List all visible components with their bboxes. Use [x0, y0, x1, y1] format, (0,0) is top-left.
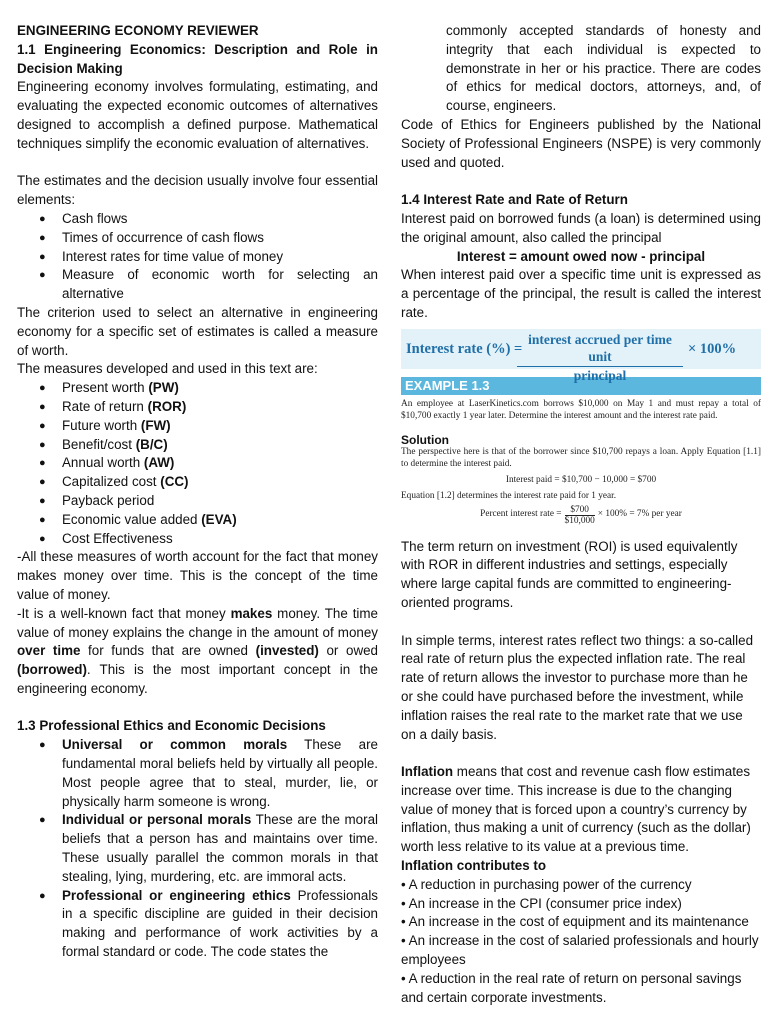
- formula-fraction: [517, 331, 683, 384]
- list-item: ● Present worth (PW): [17, 379, 378, 398]
- list-item: ● Universal or common morals These are fundamental moral beliefs held by virtually all people. Most people agree that to steal, murder, lie, or physically harm someone is wrong.: [17, 736, 378, 811]
- inflation-contributes-heading: Inflation contributes to: [401, 858, 547, 874]
- simple-terms-paragraph: In simple terms, interest rates reflect two things: a so-called real rate of return plus the expected inflation rate. The real rate of return allows the investor to purchase more than he or she could have purchased before the investment, while inflation raises the real rate to the market rate that we use on a daily basis.: [401, 632, 754, 742]
- left-column: [17, 22, 378, 962]
- formula-denominator: principal: [573, 367, 627, 383]
- nspe-paragraph: Code of Ethics for Engineers published by the National Society of Professional Engineers (NSPE) is very commonly used and quoted.: [401, 116, 761, 170]
- list-item: ● Rate of return (ROR): [17, 398, 378, 417]
- ethics-continuation: commonly accepted standards of honesty and integrity that each individual is expected to demonstrate in her or his practice. There are codes of ethics for medical doctors, attorneys, and, of course, engineers.: [446, 23, 761, 114]
- list-item: • A reduction in purchasing power of the currency: [401, 876, 692, 892]
- formula-rhs: × 100%: [688, 340, 737, 357]
- formula-numerator: interest accrued per time unit: [517, 331, 683, 367]
- solution-heading: Solution: [401, 433, 449, 448]
- list-item: ● Professional or engineering ethics Professionals in a specific discipline are guided in their decision making and performance of work activities by a formal standard or code. The code states the: [17, 887, 378, 962]
- equation-intro: Equation [1.2] determines the interest rate paid for 1 year.: [401, 490, 617, 501]
- measures-intro: The measures developed and used in this text are:: [17, 361, 318, 377]
- interest-equation: Interest = amount owed now - principal: [456, 248, 706, 264]
- list-item: • An increase in the CPI (consumer price index): [401, 895, 682, 911]
- morals-list: [17, 736, 378, 962]
- interest-paid-equation: Interest paid = $10,700 − 10,000 = $700: [505, 474, 657, 485]
- essential-elements-list: [17, 210, 378, 304]
- list-item: • An increase in the cost of equipment and its maintenance: [401, 914, 749, 930]
- solution-text: The perspective here is that of the borrower since $10,700 repays a loan. Apply Equation [1.1] to determine the interest paid.: [401, 447, 761, 470]
- list-item: ● Cost Effectiveness: [17, 530, 378, 549]
- interest-rate-paragraph: When interest paid over a specific time unit is expressed as a percentage of the principal, the result is called the interest rate.: [401, 267, 761, 320]
- inflation-paragraph: Inflation means that cost and revenue cash flow estimates increase over time. This increase is due to the changing value of money that is forced upon a country’s currency by inflation, thus making a unit of currency (such as the dollar) worth less relative to its value at a previous time.: [401, 764, 751, 855]
- interest-rate-formula: [401, 329, 761, 383]
- right-column: [401, 22, 761, 1007]
- list-item: ● Future worth (FW): [17, 417, 378, 436]
- interest-paragraph: Interest paid on borrowed funds (a loan) is determined using the original amount, also called the principal: [401, 210, 761, 245]
- section-1-1-paragraph: Engineering economy involves formulating, estimating, and evaluating the expected economic outcomes of alternatives designed to accomplish a defined purpose. Mathematical techniques simplify the economic evaluation of alternatives.: [17, 79, 378, 151]
- list-item: ● Times of occurrence of cash flows: [17, 229, 378, 248]
- criterion-paragraph: The criterion used to select an alternative in engineering economy for a specific set of estimates is called a measure of worth.: [17, 304, 378, 358]
- list-item: ● Interest rates for time value of money: [17, 248, 378, 267]
- worth-note: -All these measures of worth account for the fact that money makes money over time. This is the concept of the time value of money.: [17, 549, 378, 602]
- example-header: EXAMPLE 1.3: [401, 377, 761, 395]
- list-item: ● Cash flows: [17, 210, 378, 229]
- list-item: • A reduction in the real rate of return on personal savings and certain corporate investments.: [401, 970, 742, 1005]
- list-item: • An increase in the cost of salaried professionals and hourly employees: [401, 933, 759, 968]
- list-item: ● Payback period: [17, 492, 378, 511]
- list-item: ● Individual or personal morals These are the moral beliefs that a person has and maintains over time. These usually parallel the common morals in that stealing, lying, murdering, etc. are immoral acts.: [17, 811, 378, 886]
- section-1-3-heading: 1.3 Professional Ethics and Economic Decisions: [17, 718, 326, 734]
- measures-list: [17, 379, 378, 548]
- example-text: An employee at LaserKinetics.com borrows $10,000 on May 1 and must repay a total of $10,700 exactly 1 year later. Determine the interest amount and the interest rate paid.: [401, 398, 761, 421]
- roi-paragraph: The term return on investment (ROI) is used equivalently with ROR in different industries and settings, especially where large capital funds are committed to engineering-oriented programs.: [401, 538, 738, 610]
- list-item: ● Economic value added (EVA): [17, 511, 378, 530]
- section-1-4-heading: 1.4 Interest Rate and Rate of Return: [401, 192, 628, 208]
- document-title: ENGINEERING ECONOMY REVIEWER: [17, 23, 259, 38]
- time-value-note: -It is a well-known fact that money makes money. The time value of money explains the change in the amount of money over time for funds that are owned (invested) or owed (borrowed). This is the most important concept in the engineering economy.: [17, 605, 379, 696]
- list-item: ● Measure of economic worth for selecting an alternative: [17, 266, 378, 304]
- list-item: ● Capitalized cost (CC): [17, 473, 378, 492]
- percent-rate-equation: Percent interest rate = $\frac{\$700}{\$10,000}$ × 100% = 7% per year: [480, 504, 682, 526]
- section-1-1-heading: 1.1 Engineering Economics: Description and Role in Decision Making: [17, 41, 378, 76]
- list-item: ● Benefit/cost (B/C): [17, 436, 378, 455]
- list-item: ● Annual worth (AW): [17, 454, 378, 473]
- estimates-intro: The estimates and the decision usually involve four essential elements:: [17, 173, 378, 208]
- formula-lhs: Interest rate (%) =: [406, 340, 523, 357]
